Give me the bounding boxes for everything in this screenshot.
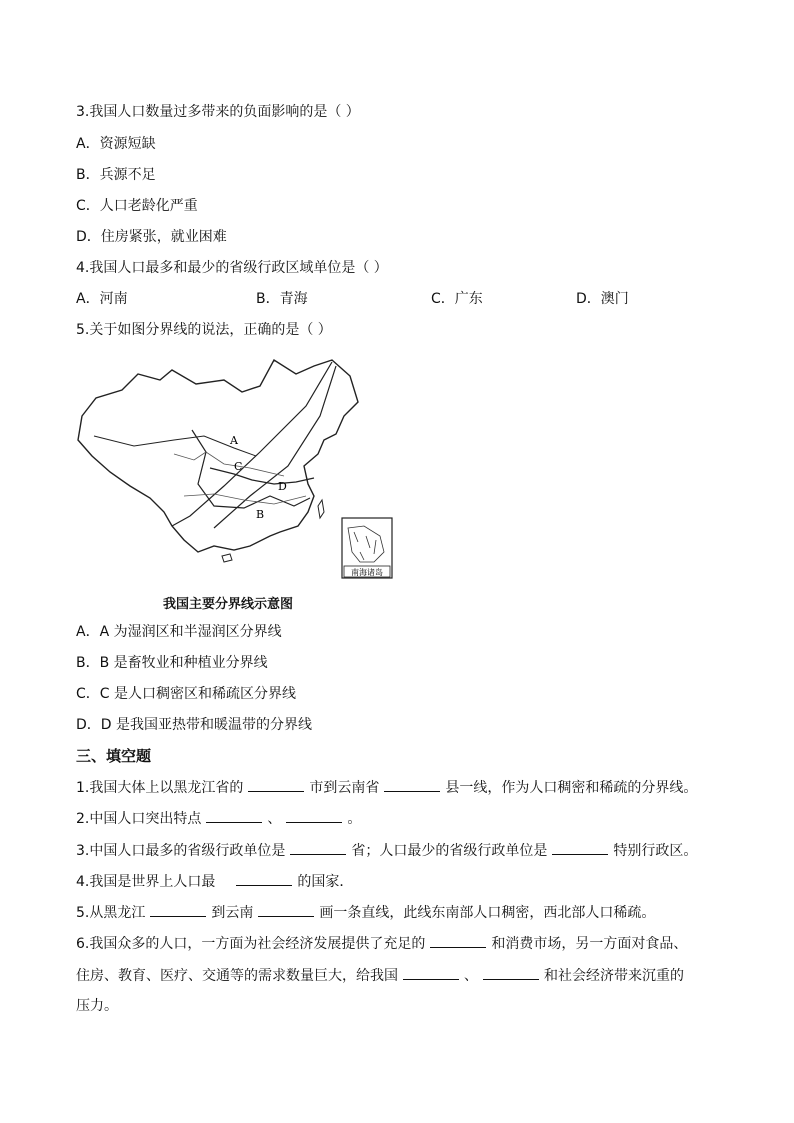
answer-blank[interactable]	[403, 965, 459, 980]
inset-label: 南海诸岛	[351, 568, 383, 577]
answer-blank[interactable]	[384, 777, 440, 792]
section-title: 三、填空题	[76, 747, 152, 765]
q5-stem: 5.关于如图分界线的说法，正确的是（ ）	[76, 322, 332, 338]
q3-option-b[interactable]: B．兵源不足	[76, 167, 156, 183]
q3-option-a[interactable]: A．资源短缺	[76, 136, 156, 152]
answer-blank[interactable]	[286, 808, 342, 823]
map-label-a: A	[230, 434, 238, 447]
china-boundary-map	[74, 356, 394, 582]
answer-blank[interactable]	[552, 840, 608, 855]
fill-question-5: 5.从黑龙江 到云南 画一条直线，此线东南部人口稠密，西北部人口稀疏。	[76, 902, 655, 923]
taiwan-island	[318, 500, 324, 518]
answer-blank[interactable]	[290, 840, 346, 855]
fill-question-2: 2.中国人口突出特点 、 。	[76, 808, 361, 829]
q5-option-c[interactable]: C．C 是人口稠密区和稀疏区分界线	[76, 686, 297, 702]
q4-stem: 4.我国人口最多和最少的省级行政区域单位是（ ）	[76, 260, 388, 276]
q3-option-d[interactable]: D．住房紧张，就业困难	[76, 229, 227, 245]
fill-question-6-line-1: 6.我国众多的人口，一方面为社会经济发展提供了充足的 和消费市场，另一方面对食品、	[76, 933, 687, 954]
q3-stem: 3.我国人口数量过多带来的负面影响的是（ ）	[76, 104, 360, 120]
answer-blank[interactable]	[150, 902, 206, 917]
q4-option-b[interactable]: B．青海	[256, 291, 308, 307]
map-caption: 我国主要分界线示意图	[163, 597, 294, 612]
answer-blank[interactable]	[236, 871, 292, 886]
answer-blank[interactable]	[430, 933, 486, 948]
q5-option-d[interactable]: D．D 是我国亚热带和暖温带的分界线	[76, 717, 313, 733]
answer-blank[interactable]	[258, 902, 314, 917]
q5-option-a[interactable]: A．A 为湿润区和半湿润区分界线	[76, 624, 282, 640]
boundary-line-d	[210, 468, 314, 484]
q4-option-d[interactable]: D．澳门	[576, 291, 629, 307]
fill-question-1: 1.我国大体上以黑龙江省的 市到云南省 县一线，作为人口稠密和稀疏的分界线。	[76, 777, 697, 798]
q4-option-c[interactable]: C．广东	[431, 291, 483, 307]
answer-blank[interactable]	[248, 777, 304, 792]
map-label-b: B	[256, 508, 265, 521]
boundary-line-b	[192, 430, 310, 508]
map-label-d: D	[278, 480, 287, 493]
answer-blank[interactable]	[483, 965, 539, 980]
map-label-c: C	[234, 460, 243, 473]
fill-question-4: 4.我国是世界上人口最 的国家．	[76, 871, 353, 892]
answer-blank[interactable]	[206, 808, 262, 823]
fill-question-6-line-3: 压力。	[76, 998, 118, 1014]
q5-option-b[interactable]: B．B 是畜牧业和种植业分界线	[76, 655, 268, 671]
fill-question-3: 3.中国人口最多的省级行政单位是 省；人口最少的省级行政单位是 特别行政区。	[76, 840, 697, 861]
q3-option-c[interactable]: C．人口老龄化严重	[76, 198, 198, 214]
q4-option-a[interactable]: A．河南	[76, 291, 128, 307]
hainan-island	[222, 554, 232, 562]
river	[184, 494, 306, 504]
fill-question-6-line-2: 住房、教育、医疗、交通等的需求数量巨大，给我国 、 和社会经济带来沉重的	[76, 965, 684, 986]
